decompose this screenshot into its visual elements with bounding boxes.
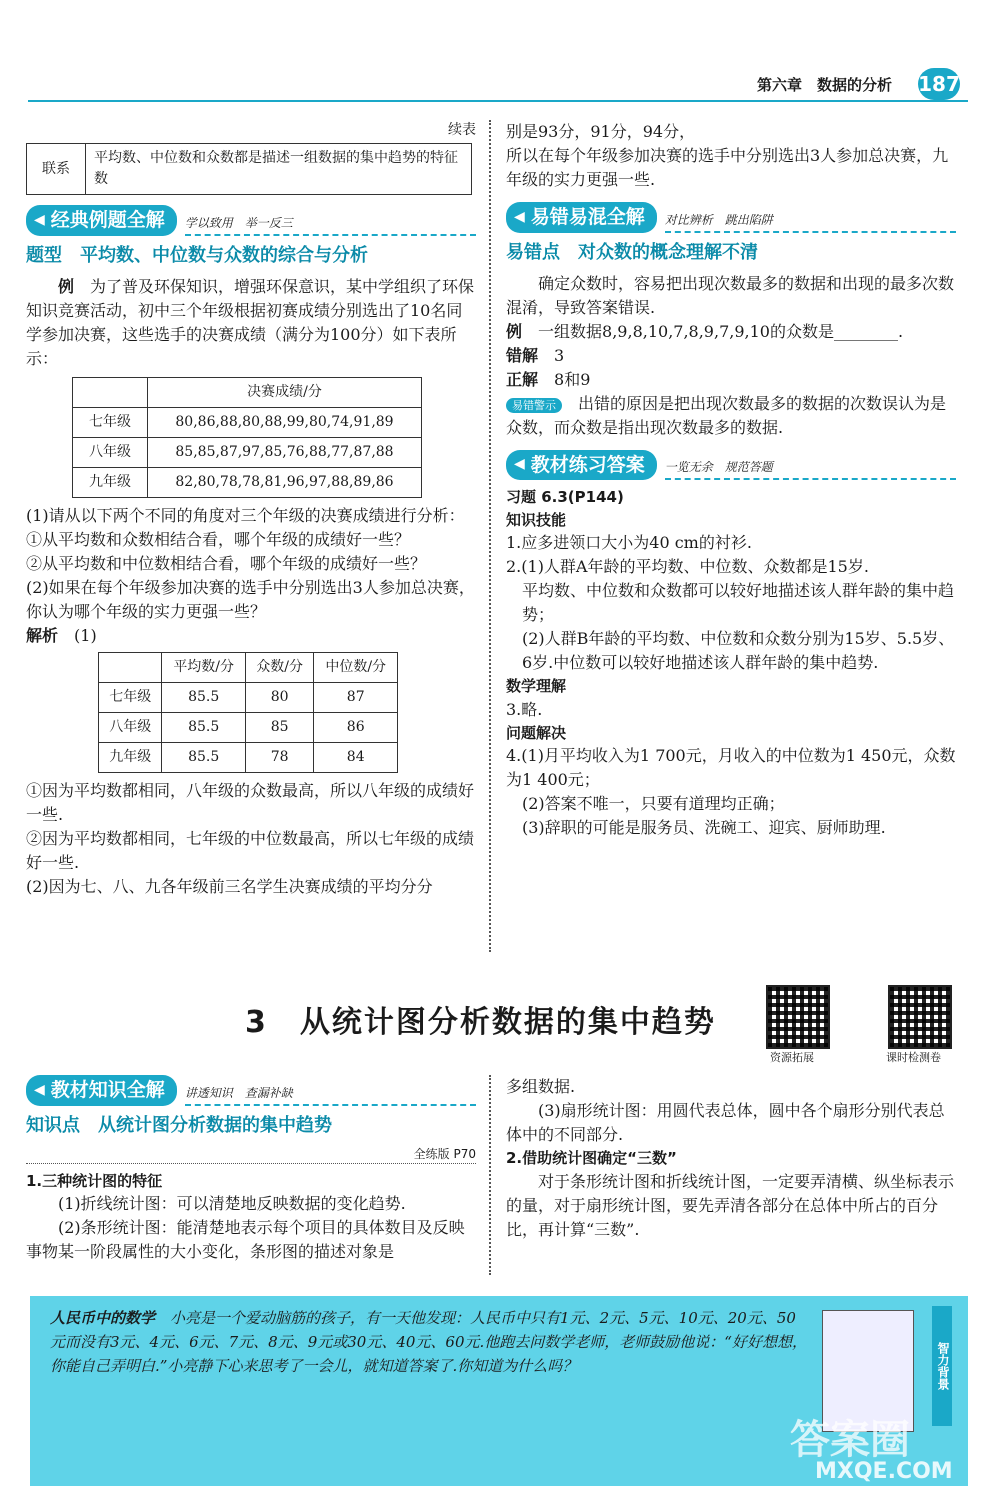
continued-conclusion: 所以在每个年级参加决赛的选手中分别选出3人参加总决赛，九年级的实力更强一些. bbox=[506, 146, 949, 189]
table-row bbox=[99, 682, 398, 712]
table-row bbox=[73, 437, 422, 467]
horn-icon: ◀ bbox=[514, 208, 525, 225]
exercise-title: 习题 6.3(P144) bbox=[506, 488, 624, 506]
answer-line: (2)人群B年龄的平均数、中位数和众数分别为15岁、5.5岁、6岁.中位数可以较好地描述该人群年龄的集中趋势. bbox=[522, 629, 955, 672]
example-label: 例 bbox=[58, 276, 75, 296]
question-2: (2)如果在每个年级参加决赛的选手中分别选出3人参加总决赛，你认为哪个年级的实力更强一些？ bbox=[26, 577, 475, 621]
table-cell: 85.5 bbox=[162, 712, 246, 742]
horn-icon: ◀ bbox=[34, 1081, 45, 1098]
banner-title: 易错易混全解 bbox=[530, 206, 645, 228]
example-paragraph bbox=[26, 275, 476, 371]
answer-line: 2.(1)人群A年龄的平均数、中位数、众数都是15岁. bbox=[506, 557, 869, 576]
table-cell: 87 bbox=[314, 682, 398, 712]
table-cell: 80,86,88,80,88,99,80,74,91,89 bbox=[148, 407, 422, 437]
table-header-cell: 众数/分 bbox=[245, 652, 313, 682]
analysis-part: (1) bbox=[74, 625, 97, 645]
footer-text-block bbox=[50, 1306, 810, 1378]
watermark-logo: 答案圈 bbox=[790, 1417, 910, 1463]
banner-title: 经典例题全解 bbox=[50, 209, 165, 231]
banner-subtitle: 一览无余 规范答题 bbox=[665, 458, 956, 480]
subheading: 1.三种统计图的特征 bbox=[26, 1171, 163, 1190]
paragraph: (3)扇形统计图：用圆代表总体，圆中各个扇形分别代表总体中的不同部分. bbox=[506, 1101, 945, 1144]
table-row bbox=[73, 467, 422, 497]
stats-table bbox=[98, 652, 398, 773]
question-1: (1)请从以下两个不同的角度对三个年级的决赛成绩进行分析： bbox=[26, 505, 465, 525]
knowledge-topic: 知识点 从统计图分析数据的集中趋势 bbox=[26, 1114, 332, 1136]
continued-answer: 别是93分，91分，94分， bbox=[506, 122, 696, 141]
banner-knowledge bbox=[26, 1075, 476, 1106]
qr-code-test[interactable] bbox=[888, 985, 952, 1049]
banner-subtitle: 对比辨析 跳出陷阱 bbox=[665, 211, 956, 233]
qr-code-resources[interactable] bbox=[766, 985, 830, 1049]
banner-title: 教材练习答案 bbox=[530, 453, 645, 476]
wrong-label: 错解 bbox=[506, 345, 539, 365]
table-cell: 84 bbox=[314, 742, 398, 772]
correct-answer: 8和9 bbox=[554, 369, 591, 389]
table-cell: 七年级 bbox=[99, 682, 162, 712]
correct-label: 正解 bbox=[506, 369, 539, 389]
right-column bbox=[506, 120, 956, 840]
example-text: 为了普及环保知识，增强环保意识，某中学组织了环保知识竞赛活动，初中三个年级根据初赛成绩分别选出了10名同学参加决赛，这些选手的决赛成绩（满分为100分）如下表所示： bbox=[26, 276, 475, 368]
banner-subtitle: 讲透知识 查漏补缺 bbox=[185, 1084, 476, 1106]
answer-line: 3.略. bbox=[506, 699, 543, 719]
table-cell: 78 bbox=[245, 742, 313, 772]
table-row bbox=[99, 742, 398, 772]
answer-line: 1.应多进领口大小为40 cm的衬衫. bbox=[506, 533, 752, 552]
reference-note: 全练版 P70 bbox=[26, 1145, 476, 1164]
watermark-url: MXQE.COM bbox=[815, 1459, 953, 1484]
chapter-title: 第六章 数据的分析 bbox=[757, 76, 893, 94]
table-header-cell: 中位数/分 bbox=[314, 652, 398, 682]
section-knowledge: 知识技能 bbox=[506, 510, 567, 529]
question-1a: ①从平均数和众数相结合看，哪个年级的成绩好一些？ bbox=[26, 529, 411, 549]
answer-line: 4.(1)月平均收入为1 700元，月收入的中位数为1 450元，众数为1 400元； bbox=[506, 746, 956, 789]
table-cell: 八年级 bbox=[73, 437, 148, 467]
footer-tab: 智力背景 bbox=[932, 1306, 952, 1426]
horn-icon: ◀ bbox=[514, 456, 525, 473]
banner-errors bbox=[506, 202, 956, 233]
answer-line: (3)辞职的可能是服务员、洗碗工、迎宾、厨师助理. bbox=[522, 818, 886, 837]
error-example: 一组数据8,9,8,10,7,8,9,7,9,10的众数是________. bbox=[538, 321, 904, 341]
section-title: 3 从统计图分析数据的集中趋势 bbox=[245, 1005, 716, 1040]
column-divider bbox=[489, 120, 491, 952]
analysis-label: 解析 bbox=[26, 625, 59, 645]
answer-2: ②因为平均数都相同，七年级的中位数最高，所以七年级的成绩好一些. bbox=[26, 828, 475, 872]
banner-title: 教材知识全解 bbox=[50, 1079, 165, 1101]
table-cell: 80 bbox=[245, 682, 313, 712]
error-topic: 易错点 对众数的概念理解不清 bbox=[506, 241, 758, 263]
qr-label: 课时检测卷 bbox=[886, 1051, 941, 1064]
page-number: 187 bbox=[918, 68, 960, 100]
table-cell: 九年级 bbox=[99, 742, 162, 772]
table-cell: 82,80,78,78,81,96,97,88,89,86 bbox=[148, 467, 422, 497]
section-understanding: 数学理解 bbox=[506, 677, 567, 695]
error-example-label: 例 bbox=[506, 321, 523, 341]
answer-line: (2)答案不唯一，只要有道理均正确； bbox=[522, 794, 785, 813]
banner-examples bbox=[26, 205, 476, 236]
section-problem-solving: 问题解决 bbox=[506, 723, 567, 742]
warning-badge: 易错警示 bbox=[506, 398, 562, 413]
qr-label: 资源拓展 bbox=[770, 1051, 814, 1064]
banner-textbook-answers bbox=[506, 450, 956, 481]
footer-text: 小亮是一个爱动脑筋的孩子，有一天他发现：人民币中只有1元、2元、5元、10元、20元、50元而没有3元、4元、6元、7元、8元、9元或30元、40元、60元.他跑去问数学老师，老师鼓励他说：“好好想想，你能自己弄明白.”小亮静下心来思考了一会儿，就知道答案了.你知道为什么吗？ bbox=[50, 1309, 807, 1375]
table-header-cell: 平均数/分 bbox=[162, 652, 246, 682]
table-row bbox=[73, 407, 422, 437]
continued-label: 续表 bbox=[448, 122, 476, 138]
column-divider bbox=[489, 1075, 491, 1275]
link-label: 联系 bbox=[27, 144, 86, 195]
paragraph: (2)条形统计图：能清楚地表示每个项目的具体数目及反映事物某一阶段属性的大小变化，条形图的描述对象是 bbox=[26, 1218, 465, 1261]
right-column-bottom bbox=[506, 1075, 956, 1242]
link-text: 平均数、中位数和众数都是描述一组数据的集中趋势的特征数 bbox=[86, 144, 472, 195]
subheading: 2.借助统计图确定“三数” bbox=[506, 1149, 677, 1167]
topic-heading: 题型 平均数、中位数与众数的综合与分析 bbox=[26, 244, 368, 266]
link-table bbox=[26, 143, 472, 195]
answer-1: ①因为平均数都相同，八年级的众数最高，所以八年级的成绩好一些. bbox=[26, 780, 475, 824]
paragraph: (1)折线统计图：可以清楚地反映数据的变化趋势. bbox=[58, 1194, 406, 1213]
question-1b: ②从平均数和中位数相结合看，哪个年级的成绩好一些？ bbox=[26, 553, 427, 573]
table-header-cell: 决赛成绩/分 bbox=[148, 377, 422, 407]
footer-title: 人民币中的数学 bbox=[50, 1309, 156, 1327]
table-row bbox=[99, 712, 398, 742]
table-cell: 85,85,87,97,85,76,88,77,87,88 bbox=[148, 437, 422, 467]
banner-subtitle: 学以致用 举一反三 bbox=[185, 214, 476, 236]
table-cell: 86 bbox=[314, 712, 398, 742]
warning-text: 出错的原因是把出现次数最多的数据的次数误认为是众数，而众数是指出现次数最多的数据. bbox=[506, 393, 947, 437]
left-column bbox=[26, 120, 476, 899]
table-header-cell bbox=[99, 652, 162, 682]
table-cell: 八年级 bbox=[99, 712, 162, 742]
table-cell: 85 bbox=[245, 712, 313, 742]
table-cell: 九年级 bbox=[73, 467, 148, 497]
left-column-bottom bbox=[26, 1075, 476, 1264]
answer-3: (2)因为七、八、九各年级前三名学生决赛成绩的平均分分 bbox=[26, 876, 433, 896]
table-cell: 85.5 bbox=[162, 682, 246, 712]
scores-table bbox=[72, 377, 422, 498]
table-cell: 七年级 bbox=[73, 407, 148, 437]
paragraph: 对于条形统计图和折线统计图，一定要弄清横、纵坐标表示的量，对于扇形统计图，要先弄清各部分在总体中所占的百分比，再计算“三数”. bbox=[506, 1171, 955, 1239]
header-rule bbox=[28, 100, 968, 102]
horn-icon: ◀ bbox=[34, 211, 45, 228]
error-description: 确定众数时，容易把出现次数最多的数据和出现的最多次数混淆，导致答案错误. bbox=[506, 273, 955, 317]
table-header-cell bbox=[73, 377, 148, 407]
paragraph: 多组数据. bbox=[506, 1077, 576, 1096]
answer-line: 平均数、中位数和众数都可以较好地描述该人群年龄的集中趋势； bbox=[522, 581, 955, 624]
wrong-answer: 3 bbox=[554, 345, 565, 365]
table-cell: 85.5 bbox=[162, 742, 246, 772]
